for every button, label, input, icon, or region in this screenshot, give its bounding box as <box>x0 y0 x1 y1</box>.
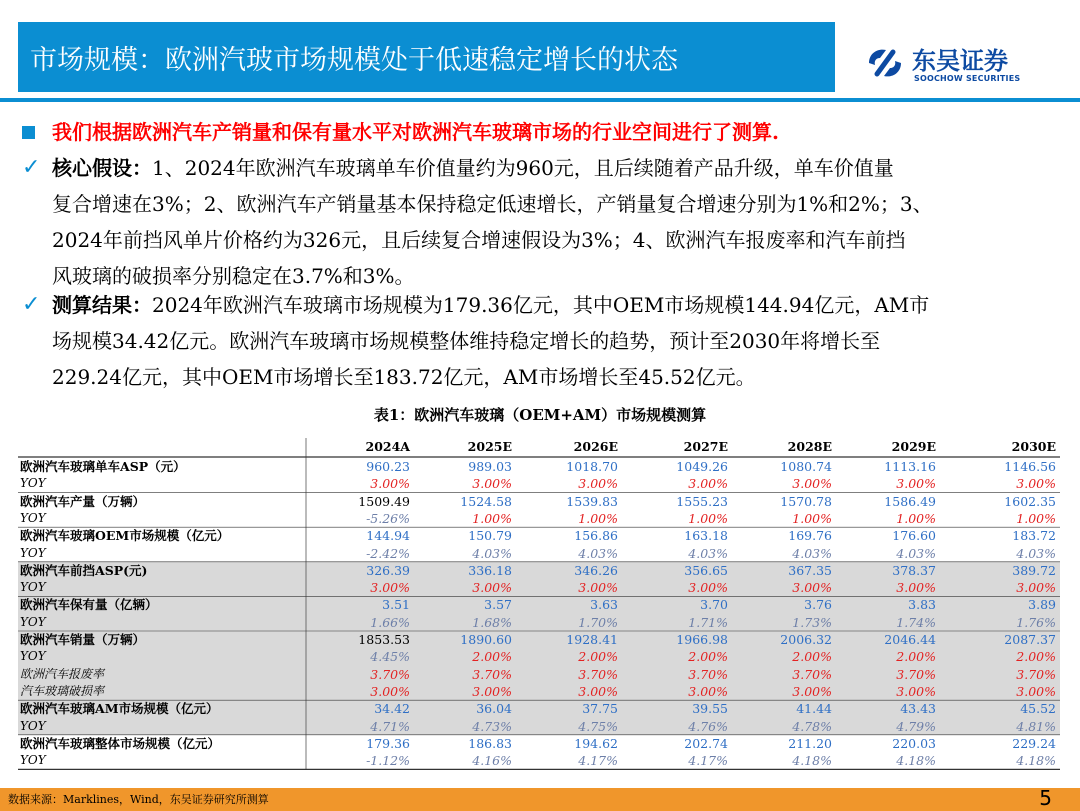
table-cell: 3.70 <box>700 597 728 613</box>
row-label: 欧洲汽车玻璃单车ASP（元） <box>20 459 186 474</box>
row-label: 欧洲汽车玻璃AM市场规模（亿元） <box>20 701 219 717</box>
table-cell: 169.76 <box>788 528 832 544</box>
table-cell: 4.79% <box>896 718 936 734</box>
column-header: 2030E <box>1011 439 1056 454</box>
table-cell: 2006.32 <box>780 632 832 647</box>
table-cell: 4.17% <box>578 753 618 769</box>
table-cell: 4.81% <box>1016 718 1056 734</box>
table-cell: 183.72 <box>1012 528 1056 544</box>
table-cell: 2.00% <box>688 649 728 665</box>
square-bullet-icon <box>22 126 35 139</box>
table-cell: 3.00% <box>792 683 832 699</box>
table-cell: 1602.35 <box>1004 493 1056 509</box>
column-header: 2026E <box>573 439 618 454</box>
table-cell: 1509.49 <box>358 493 410 509</box>
table-cell: -5.26% <box>366 510 410 526</box>
table-cell: 1.00% <box>896 510 936 526</box>
table-row <box>18 562 1060 579</box>
table-cell: 163.18 <box>684 528 728 544</box>
logo-english-name: SOOCHOW SECURITIES <box>914 74 1021 83</box>
table-cell: 960.23 <box>366 459 410 474</box>
table-cell: 4.03% <box>472 545 512 561</box>
table-cell: 34.42 <box>374 701 410 717</box>
table-cell: 2.00% <box>1016 649 1056 665</box>
soochow-logo-icon <box>866 46 904 80</box>
row-label: YOY <box>20 649 46 664</box>
table-cell: 3.70% <box>578 666 618 682</box>
table-cell: 1.00% <box>688 510 728 526</box>
row-label: YOY <box>20 753 46 768</box>
table-cell: 4.71% <box>370 718 410 734</box>
assumptions-line-4: 风玻璃的破损率分别稳定在3.7%和3%。 <box>52 264 415 288</box>
table-cell: 211.20 <box>788 735 832 751</box>
table-cell: 3.00% <box>1016 580 1056 596</box>
table-cell: 3.70% <box>370 666 410 682</box>
table-cell: 3.00% <box>688 476 728 492</box>
table-cell: 3.00% <box>472 683 512 699</box>
table-cell: 3.00% <box>896 476 936 492</box>
table-cell: 3.70% <box>688 666 728 682</box>
table-row <box>18 752 1060 769</box>
bullet-intro-text: 我们根据欧洲汽车产销量和保有量水平对欧洲汽车玻璃市场的行业空间进行了测算. <box>52 120 779 144</box>
table-cell: 1.00% <box>472 510 512 526</box>
table-cell: 4.03% <box>896 545 936 561</box>
table-cell: 3.00% <box>688 580 728 596</box>
table-cell: 1.68% <box>472 614 512 630</box>
table-cell: 1.73% <box>792 614 832 630</box>
row-label: 欧洲汽车产量（万辆） <box>20 493 146 509</box>
table-cell: 3.89 <box>1028 597 1056 613</box>
table-caption: 表1：欧洲汽车玻璃（OEM+AM）市场规模测算 <box>373 406 707 424</box>
row-label: 欧洲汽车玻璃OEM市场规模（亿元） <box>20 528 230 544</box>
table-cell: 229.24 <box>1012 735 1056 751</box>
table-cell: 3.00% <box>370 476 410 492</box>
row-label: YOY <box>20 614 46 629</box>
table-cell: 378.37 <box>892 562 936 578</box>
table-cell: 3.00% <box>896 580 936 596</box>
table-cell: 3.57 <box>484 597 512 613</box>
table-cell: 202.74 <box>684 735 728 751</box>
table-cell: 3.00% <box>792 476 832 492</box>
table-cell: 367.35 <box>788 562 832 578</box>
table-row <box>18 700 1060 717</box>
table-cell: 4.18% <box>792 753 832 769</box>
table-cell: 1853.53 <box>358 632 410 647</box>
table-cell: 1.74% <box>896 614 936 630</box>
table-row <box>18 579 1060 596</box>
table-cell: 1049.26 <box>676 459 728 474</box>
table-cell: 4.03% <box>792 545 832 561</box>
table-row <box>18 527 1060 544</box>
table-cell: 1539.83 <box>566 493 618 509</box>
logo-chinese-name: 东吴证券 <box>912 47 1008 75</box>
row-label: YOY <box>20 580 46 595</box>
table-row <box>18 596 1060 613</box>
table-row <box>18 735 1060 752</box>
table-row <box>18 475 1060 492</box>
table-cell: 336.18 <box>468 562 512 578</box>
table-cell: 1555.23 <box>676 493 728 509</box>
results-text-1: 2024年欧洲汽车玻璃市场规模为179.36亿元，其中OEM市场规模144.94亿元，AM市 <box>152 293 930 317</box>
table-cell: 1.70% <box>578 614 618 630</box>
table-cell: 326.39 <box>366 562 410 578</box>
table-cell: 3.76 <box>804 597 832 613</box>
table-cell: -2.42% <box>366 545 410 561</box>
header-divider <box>0 98 1080 102</box>
table-cell: 4.03% <box>578 545 618 561</box>
row-label: YOY <box>20 545 46 560</box>
table-cell: 36.04 <box>476 701 512 717</box>
table-cell: 194.62 <box>574 735 618 751</box>
table-cell: 1.66% <box>370 614 410 630</box>
table-cell: 1018.70 <box>566 459 618 474</box>
table-cell: 3.70% <box>1016 666 1056 682</box>
row-label: 欧洲汽车前挡ASP(元) <box>20 562 148 578</box>
table-cell: 3.00% <box>578 476 618 492</box>
table-row <box>18 683 1060 700</box>
table-cell: 1113.16 <box>884 459 936 474</box>
table-cell: 3.00% <box>370 580 410 596</box>
assumptions-line-3: 2024年前挡风单片价格约为326元，且后续复合增速假设为3%；4、欧洲汽车报废率和汽车前挡 <box>52 228 906 252</box>
table-cell: 4.76% <box>688 718 728 734</box>
checkmark-icon: ✓ <box>22 155 41 180</box>
table-row <box>18 666 1060 683</box>
results-paragraph <box>52 287 1072 395</box>
table-cell: -1.12% <box>366 753 410 769</box>
row-label: YOY <box>20 718 46 733</box>
results-line-3: 229.24亿元，其中OEM市场增长至183.72亿元，AM市场增长至45.52亿元。 <box>52 365 756 389</box>
table-cell: 2.00% <box>578 649 618 665</box>
table-row <box>18 545 1060 562</box>
table-cell: 3.51 <box>382 597 410 613</box>
assumptions-text-1: 1、2024年欧洲汽车玻璃单车价值量约为960元，且后续随着产品升级，单车价值量 <box>152 156 894 180</box>
row-label: 欧洲汽车保有量（亿辆） <box>20 597 158 613</box>
assumptions-paragraph <box>52 150 1072 294</box>
table-cell: 346.26 <box>574 562 618 578</box>
table-cell: 2046.44 <box>884 632 936 647</box>
table-cell: 3.00% <box>1016 683 1056 699</box>
table-cell: 1570.78 <box>780 493 832 509</box>
row-label: YOY <box>20 510 46 525</box>
table-cell: 356.65 <box>684 562 728 578</box>
assumptions-label: 核心假设： <box>52 156 152 180</box>
table-cell: 156.86 <box>574 528 618 544</box>
table-cell: 45.52 <box>1020 701 1056 717</box>
table-row <box>18 493 1060 510</box>
title-bar <box>18 22 835 92</box>
table-row <box>18 718 1060 735</box>
results-label: 测算结果： <box>52 293 152 317</box>
table-cell: 1146.56 <box>1004 459 1056 474</box>
table-row <box>18 614 1060 631</box>
table-cell: 3.63 <box>590 597 618 613</box>
table-cell: 3.83 <box>908 597 936 613</box>
table-cell: 1.00% <box>1016 510 1056 526</box>
table-cell: 3.00% <box>1016 476 1056 492</box>
column-header: 2028E <box>787 439 832 454</box>
table-cell: 4.16% <box>472 753 512 769</box>
row-label: 汽车玻璃破损率 <box>20 683 105 698</box>
table-cell: 4.17% <box>688 753 728 769</box>
table-cell: 4.45% <box>370 649 410 665</box>
assumptions-line-2: 复合增速在3%；2、欧洲汽车产销量基本保持稳定低速增长，产销量复合增速分别为1%和2%；3、 <box>52 192 933 216</box>
table-cell: 989.03 <box>468 459 512 474</box>
table-cell: 4.18% <box>896 753 936 769</box>
table-cell: 1524.58 <box>460 493 512 509</box>
table-cell: 1586.49 <box>884 493 936 509</box>
table-cell: 4.75% <box>578 718 618 734</box>
page-title: 市场规模：欧洲汽玻市场规模处于低速稳定增长的状态 <box>30 45 678 76</box>
table-cell: 3.00% <box>896 683 936 699</box>
table-cell: 150.79 <box>468 528 512 544</box>
table-cell: 39.55 <box>692 701 728 717</box>
company-logo <box>866 44 1046 88</box>
table-cell: 3.00% <box>472 580 512 596</box>
table-row <box>18 458 1060 475</box>
results-line-1 <box>52 287 1072 323</box>
row-label: YOY <box>20 476 46 491</box>
table-cell: 2.00% <box>896 649 936 665</box>
row-label: 欧洲汽车玻璃整体市场规模（亿元） <box>20 735 221 751</box>
assumptions-line-1 <box>52 150 1072 186</box>
table-cell: 3.70% <box>472 666 512 682</box>
table-cell: 4.18% <box>1016 753 1056 769</box>
table-cell: 3.00% <box>688 683 728 699</box>
table-row <box>18 510 1060 527</box>
table-cell: 37.75 <box>582 701 618 717</box>
table-cell: 43.43 <box>900 701 936 717</box>
table-cell: 1080.74 <box>780 459 832 474</box>
row-label: 欧洲汽车报废率 <box>20 666 105 681</box>
table-row <box>18 631 1060 648</box>
table-cell: 4.03% <box>688 545 728 561</box>
table-cell: 4.73% <box>472 718 512 734</box>
table-cell: 4.78% <box>792 718 832 734</box>
table-cell: 3.70% <box>792 666 832 682</box>
table-cell: 176.60 <box>892 528 936 544</box>
table-cell: 1.00% <box>578 510 618 526</box>
column-header: 2024A <box>365 439 410 454</box>
table-cell: 2.00% <box>792 649 832 665</box>
column-header: 2027E <box>683 439 728 454</box>
row-label: 欧洲汽车销量（万辆） <box>20 632 146 647</box>
table-cell: 220.03 <box>892 735 936 751</box>
table-cell: 3.00% <box>472 476 512 492</box>
table-cell: 1890.60 <box>460 632 512 647</box>
table-cell: 389.72 <box>1012 562 1056 578</box>
table-cell: 1.76% <box>1016 614 1056 630</box>
data-source-note: 数据来源：Marklines，Wind，东吴证券研究所测算 <box>8 793 269 806</box>
table-cell: 3.00% <box>792 580 832 596</box>
footer-bar <box>0 788 1080 811</box>
column-header: 2025E <box>467 439 512 454</box>
table-cell: 2.00% <box>472 649 512 665</box>
table-cell: 41.44 <box>796 701 832 717</box>
table-cell: 1966.98 <box>676 632 728 647</box>
checkmark-icon: ✓ <box>22 292 41 317</box>
table-row <box>18 648 1060 665</box>
table-cell: 1928.41 <box>566 632 618 647</box>
column-header: 2029E <box>891 439 936 454</box>
table-cell: 4.03% <box>1016 545 1056 561</box>
table-cell: 3.00% <box>578 580 618 596</box>
table-header-row <box>18 438 1060 455</box>
table-cell: 1.71% <box>688 614 728 630</box>
table-cell: 3.00% <box>370 683 410 699</box>
table-cell: 3.00% <box>578 683 618 699</box>
results-line-2: 场规模34.42亿元。欧洲汽车玻璃市场规模整体维持稳定增长的趋势，预计至2030年将增长至 <box>52 329 881 353</box>
table-cell: 2087.37 <box>1004 632 1056 647</box>
table-cell: 179.36 <box>366 735 410 751</box>
table-cell: 186.83 <box>468 735 512 751</box>
table-cell: 1.00% <box>792 510 832 526</box>
table-cell: 144.94 <box>366 528 410 544</box>
page-number: 5 <box>1039 786 1052 810</box>
table-cell: 3.70% <box>896 666 936 682</box>
